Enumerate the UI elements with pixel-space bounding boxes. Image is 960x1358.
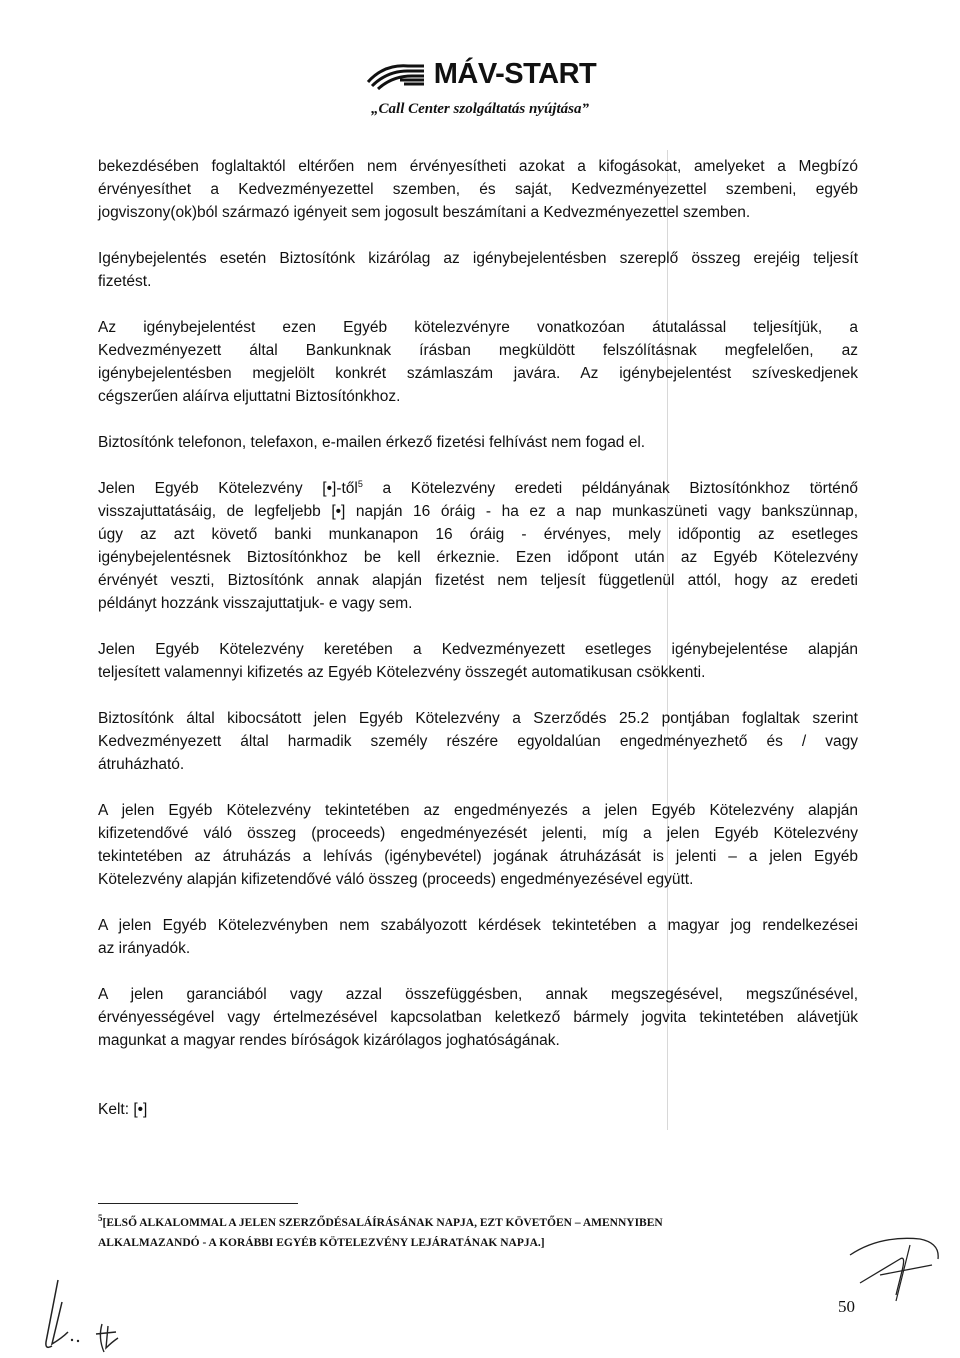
text-line: kifizetendővé váló összeg (proceeds) engedményezését jelenti, míg a jelen Egyéb Kötelezvény — [98, 825, 858, 842]
footnote-marker: 5 — [98, 1213, 103, 1224]
paragraph-10 — [98, 983, 858, 1052]
text-line: Kötelezvény alapján kifizetendővé váló összeg (proceeds) engedményezésével együtt. — [98, 871, 694, 888]
place-date-line: Kelt: [•] — [98, 1101, 148, 1118]
paragraph-5 — [98, 477, 858, 615]
train-emblem-icon — [364, 60, 428, 90]
text-line: érvényét veszti, Biztosítónk annak alapján fizetést nem teljesít függetlenül attól, hogy az eredeti — [98, 572, 858, 589]
text-line — [98, 477, 858, 500]
footnote-divider — [98, 1203, 298, 1204]
text-line: érvényességével vagy értelmezésével kapcsolatban keletkező bármely jogvita tekintetében alávetjük — [98, 1009, 858, 1026]
footnote-line-1 — [98, 1213, 798, 1233]
paragraph-7 — [98, 707, 858, 776]
text-line: tekintetében az átruházás a lehívás (igénybevétel) jogának átruházását is jelenti – a jelen Egyéb — [98, 848, 858, 865]
text-line: Biztosítónk telefonon, telefaxon, e-mailen érkező fizetési felhívást nem fogad el. — [98, 434, 646, 451]
text-line: magunkat a magyar rendes bíróságok kizárólagos joghatóságának. — [98, 1032, 560, 1049]
signature-right — [840, 1225, 950, 1305]
text-line: A jelen Egyéb Kötelezvény tekintetében az engedményezés a jelen Egyéb Kötelezvény alapján — [98, 802, 858, 819]
page-number: 50 — [838, 1297, 855, 1316]
paragraph-3 — [98, 316, 858, 408]
header — [0, 58, 960, 118]
text-line: teljesített valamennyi kifizetés az Egyéb Kötelezvény összegét automatikusan csökkenti. — [98, 664, 706, 681]
text-line: Kedvezményezett által harmadik személy részére egyoldalúan engedményezhető és / vagy — [98, 733, 858, 750]
brand-name: MÁV-START — [433, 58, 597, 90]
text-segment: Jelen Egyéb Kötelezvény [•]-től — [98, 480, 358, 497]
text-line: igénybejelentésnek Biztosítónkhoz be kell érkeznie. Ezen időpont után az Egyéb Kötelezvény — [98, 549, 858, 566]
paragraph-1 — [98, 155, 858, 224]
paragraph-6 — [98, 638, 858, 684]
text-line: visszajuttatásáig, de legfeljebb [•] napján 16 óráig - ha ez a nap munkaszüneti vagy bankszünnap, — [98, 503, 858, 520]
footnote — [98, 1213, 798, 1253]
text-line: Igénybejelentés esetén Biztosítónk kizárólag az igénybejelentésben szereplő összeg erejéig teljesít — [98, 250, 858, 267]
footnote-text: [ELSŐ ALKALOMMAL A JELEN SZERZŐDÉSALÁÍRÁSÁNAK NAPJA, EZT KÖVETŐEN – AMENNYIBEN — [102, 1217, 663, 1229]
footnote-line-2: ALKALMAZANDÓ - A KORÁBBI EGYÉB KÖTELEZVÉNY LEJÁRATÁNAK NAPJA.] — [98, 1237, 545, 1249]
paragraph-8 — [98, 799, 858, 891]
paragraph-4 — [98, 431, 858, 454]
text-line: A jelen Egyéb Kötelezvényben nem szabályozott kérdések tekintetében a magyar jog rendelkezései — [98, 917, 858, 934]
text-line: Jelen Egyéb Kötelezvény keretében a Kedvezményezett esetleges igénybejelentése alapján — [98, 641, 858, 658]
text-line: bekezdésében foglaltaktól eltérően nem érvényesítheti azokat a kifogásokat, amelyeket a Megbízó — [98, 158, 858, 175]
text-line: igénybejelentésben megjelölt konkrét számlaszám javára. Az igénybejelentést szíveskedjenek — [98, 365, 858, 382]
text-line: fizetést. — [98, 273, 152, 290]
signature-initials-left — [32, 1272, 152, 1358]
brand-logo — [364, 58, 597, 91]
text-line: A jelen garanciából vagy azzal összefüggésben, annak megszegésével, megszűnésével, — [98, 986, 858, 1003]
text-line: jogviszony(ok)ból származó igényeit sem jogosult beszámítani a Kedvezményezettel szemben. — [98, 204, 751, 221]
body-text — [98, 155, 858, 1075]
text-line: Biztosítónk által kibocsátott jelen Egyéb Kötelezvény a Szerződés 25.2 pontjában foglaltak szerint — [98, 710, 858, 727]
text-segment: a Kötelezvény eredeti példányának Biztosítónkhoz történő — [362, 480, 859, 497]
text-line: cégszerűen aláírva eljuttatni Biztosítónkhoz. — [98, 388, 401, 405]
paragraph-9 — [98, 914, 858, 960]
text-line: érvényesíthet a Kedvezményezettel szemben, és saját, Kedvezményezettel szembeni, egyéb — [98, 181, 858, 198]
text-line: Az igénybejelentést ezen Egyéb kötelezvényre vonatkozóan átutalással teljesítjük, a — [98, 319, 858, 336]
text-line: átruházható. — [98, 756, 185, 773]
text-line: példányt hozzánk visszajuttatjuk- e vagy sem. — [98, 595, 413, 612]
paragraph-2 — [98, 247, 858, 293]
text-line: úgy az azt követő banki munkanapon 16 óráig - érvényes, mely időpontig az esetleges — [98, 526, 858, 543]
text-line: Kedvezményezett által Bankunknak írásban megküldött felszólításnak megfelelően, az — [98, 342, 858, 359]
text-line: az irányadók. — [98, 940, 191, 957]
footnote-ref: 5 — [357, 478, 363, 489]
tagline: „Call Center szolgáltatás nyújtása” — [371, 100, 589, 117]
